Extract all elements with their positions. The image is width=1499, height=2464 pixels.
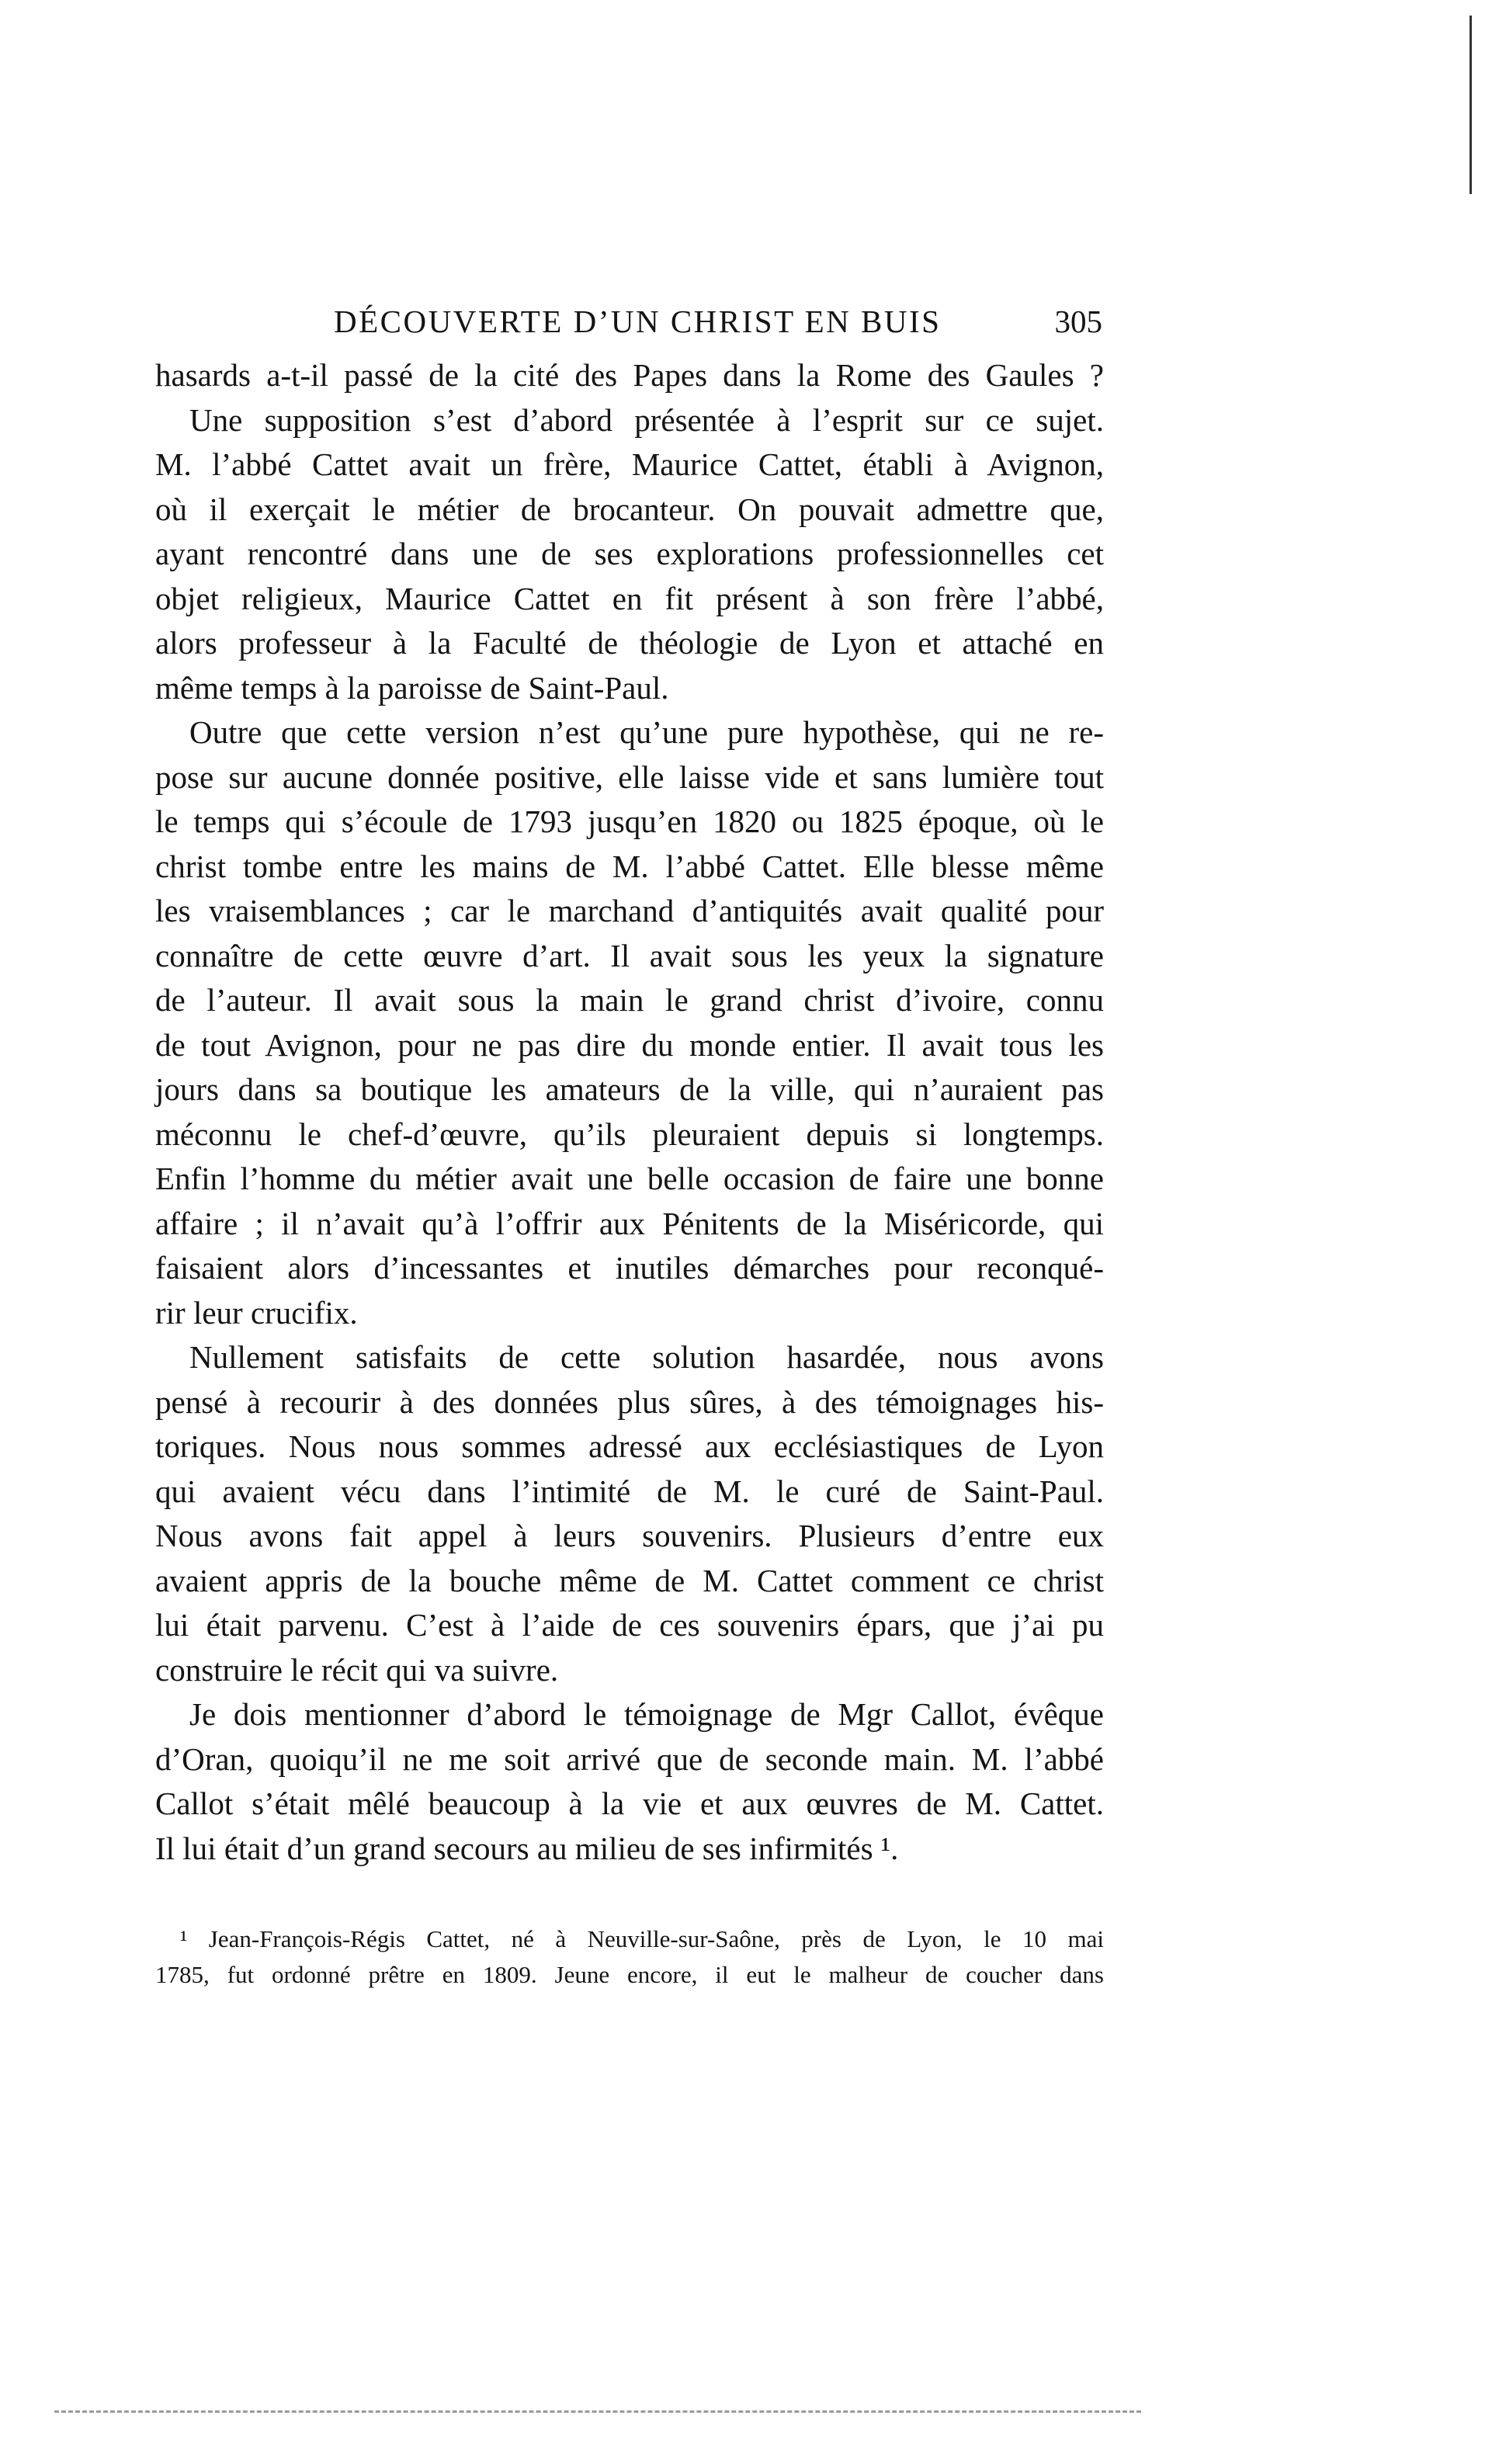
footnote bbox=[155, 1921, 1104, 1993]
text-line: lui était parvenu. C’est à l’aide de ces souvenirs épars, que j’ai pu bbox=[155, 1607, 1104, 1643]
text-line: qui avaient vécu dans l’intimité de M. le curé de Saint-Paul. bbox=[155, 1473, 1104, 1509]
text-line: de tout Avignon, pour ne pas dire du monde entier. Il avait tous les bbox=[155, 1026, 1104, 1063]
text-line: hasards a-t-il passé de la cité des Papes dans la Rome des Gaules ? bbox=[155, 357, 1104, 393]
scan-artifact-line bbox=[54, 2410, 1141, 2416]
text-line: où il exerçait le métier de brocanteur. On pouvait admettre que, bbox=[155, 491, 1104, 527]
text-line: jours dans sa boutique les amateurs de la ville, qui n’auraient pas bbox=[155, 1071, 1104, 1107]
text-line: Callot s’était mêlé beaucoup à la vie et aux œuvres de M. Cattet. bbox=[155, 1786, 1104, 1821]
text-line: Outre que cette version n’est qu’une pure hypothèse, qui ne re- bbox=[189, 714, 1104, 750]
text-line: les vraisemblances ; car le marchand d’antiquités avait qualité pour bbox=[155, 893, 1104, 928]
text-line: ayant rencontré dans une de ses explorations professionnelles cet bbox=[155, 536, 1104, 571]
text-line: d’Oran, quoiqu’il ne me soit arrivé que de seconde main. M. l’abbé bbox=[155, 1740, 1104, 1777]
scan-edge-mark bbox=[1470, 16, 1472, 194]
text-line: christ tombe entre les mains de M. l’abbé Cattet. Elle blesse même bbox=[155, 848, 1104, 884]
text-line: Enfin l’homme du métier avait une belle occasion de faire une bonne bbox=[155, 1161, 1104, 1196]
text-line: même temps à la paroisse de Saint-Paul. bbox=[155, 669, 669, 706]
text-line: objet religieux, Maurice Cattet en fit présent à son frère l’abbé, bbox=[155, 580, 1104, 616]
text-line: le temps qui s’écoule de 1793 jusqu’en 1820 ou 1825 époque, où le bbox=[155, 803, 1104, 839]
text-line: Nullement satisfaits de cette solution hasardée, nous avons bbox=[189, 1339, 1104, 1375]
text-line: faisaient alors d’incessantes et inutiles démarches pour reconqué- bbox=[155, 1250, 1104, 1286]
page-header bbox=[155, 303, 1102, 349]
text-line: pensé à recourir à des données plus sûres, à des témoignages his- bbox=[155, 1383, 1104, 1420]
running-title: DÉCOUVERTE D’UN CHRIST EN BUIS bbox=[334, 304, 942, 339]
text-line: de l’auteur. Il avait sous la main le grand christ d’ivoire, connu bbox=[155, 982, 1104, 1018]
footnote-line: ¹ Jean-François-Régis Cattet, né à Neuville-sur-Saône, près de Lyon, le 10 mai bbox=[180, 1925, 1104, 1952]
text-line: affaire ; il n’avait qu’à l’offrir aux Pénitents de la Miséricorde, qui bbox=[155, 1205, 1104, 1241]
text-line: rir leur crucifix. bbox=[155, 1294, 358, 1331]
text-line: alors professeur à la Faculté de théologie de Lyon et attaché en bbox=[155, 625, 1104, 661]
text-line: Je dois mentionner d’abord le témoignage de Mgr Callot, évêque bbox=[189, 1696, 1104, 1732]
text-line: M. l’abbé Cattet avait un frère, Maurice Cattet, établi à Avignon, bbox=[155, 446, 1104, 482]
text-line: Il lui était d’un grand secours au milieu de ses infirmités ¹. bbox=[155, 1830, 899, 1866]
text-line: Nous avons fait appel à leurs souvenirs. Plusieurs d’entre eux bbox=[155, 1518, 1104, 1553]
text-line: connaître de cette œuvre d’art. Il avait sous les yeux la signature bbox=[155, 937, 1104, 973]
footnote-line: 1785, fut ordonné prêtre en 1809. Jeune encore, il eut le malheur de coucher dans bbox=[155, 1961, 1104, 1988]
text-line: toriques. Nous nous sommes adressé aux ecclésiastiques de Lyon bbox=[155, 1428, 1104, 1464]
text-line: Une supposition s’est d’abord présentée à l’esprit sur ce sujet. bbox=[189, 401, 1104, 438]
text-line: pose sur aucune donnée positive, elle laisse vide et sans lumière tout bbox=[155, 758, 1104, 795]
text-line: avaient appris de la bouche même de M. Cattet comment ce christ bbox=[155, 1562, 1104, 1598]
text-line: méconnu le chef-d’œuvre, qu’ils pleuraient depuis si longtemps. bbox=[155, 1116, 1104, 1152]
body-text bbox=[155, 353, 1104, 1871]
page-number: 305 bbox=[1054, 304, 1102, 339]
text-line: construire le récit qui va suivre. bbox=[155, 1651, 559, 1688]
